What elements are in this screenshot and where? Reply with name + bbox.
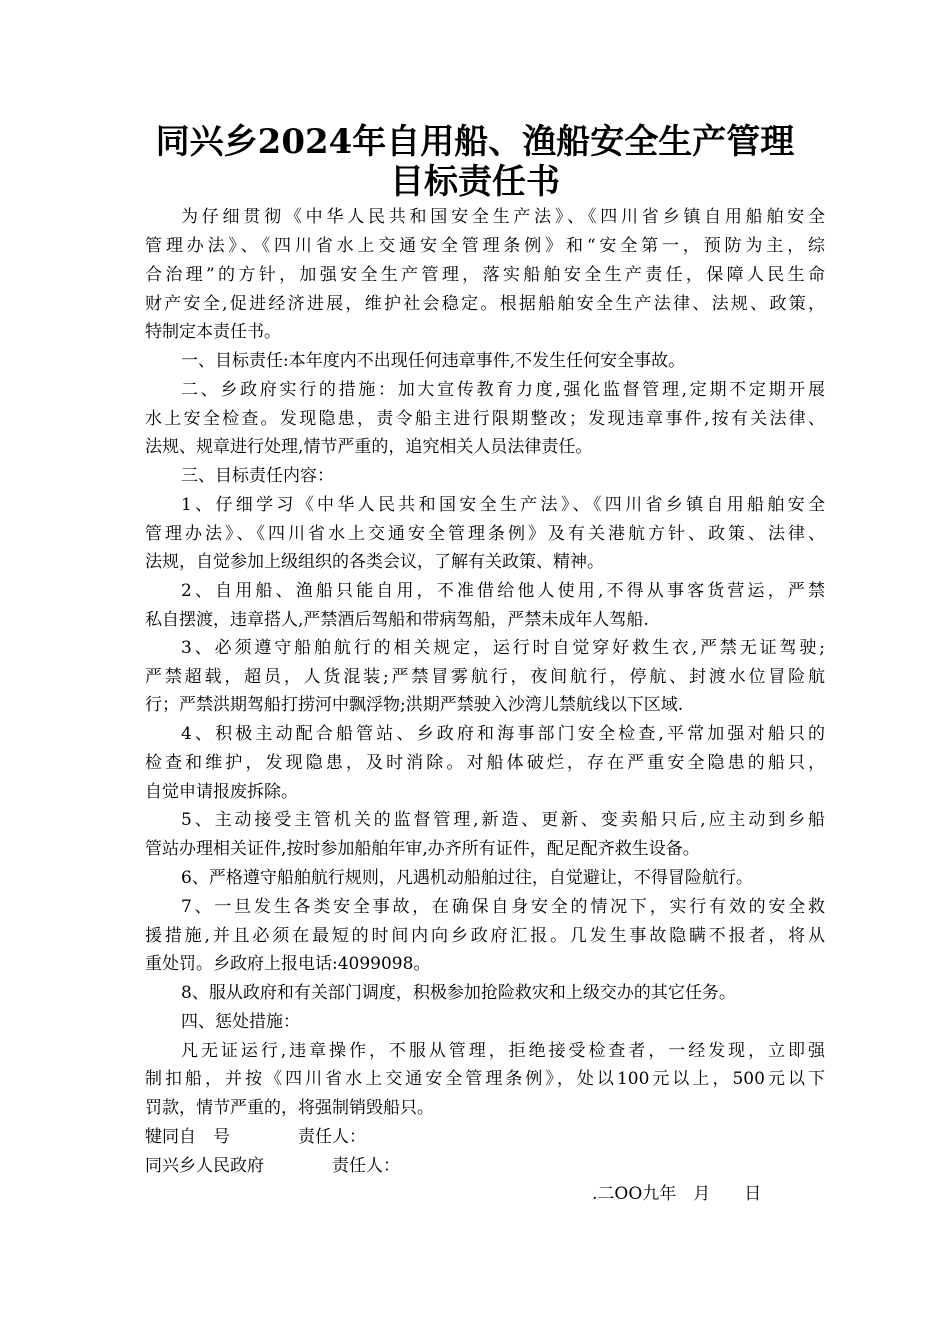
list-item-line: 7、一旦发生各类安全事故，在确保自身安全的情况下，实行有效的安全救 [181,897,825,917]
body-line: 水上安全检查。发现隐患，责令船主进行限期整改；发现违章事件,按有关法律、 [145,409,825,429]
list-item-line: 1、仔细学习《中华人民共和国安全生产法》、《四川省乡镇自用船舶安全 [181,495,825,515]
list-item-line: 援措施,并且必须在最短的时间内向乡政府汇报。几发生事故隐瞒不报者，将从 [145,926,825,946]
list-item-line: 行；严禁洪期驾船打捞河中飘浮物;洪期严禁驶入沙湾儿禁航线以下区域. [145,695,684,715]
body-line: 财产安全,促进经济进展，维护社会稳定。根据船舶安全生产法律、法规、政策， [145,294,825,314]
signature-line: 同兴乡人民政府 责任人： [145,1156,400,1176]
body-line: 二、乡政府实行的措施：加大宣传教育力度,强化监督管理,定期不定期开展 [181,380,825,400]
list-item-line: 8、服从政府和有关部门调度，积极参加抢险救灾和上级交办的其它任务。 [181,983,736,1003]
body-line: 管理办法》、《四川省水上交通安全管理条例》和“安全第一，预防为主，综 [145,236,825,256]
list-item-line: 重处罚。乡政府上报电话:4099098。 [145,954,431,974]
list-item-line: 2、自用船、渔船只能自用，不准借给他人使用,不得从事客货营运，严禁 [181,581,825,601]
body-line: 罚款，情节严重的，将强制销毁船只。 [145,1098,434,1118]
list-item-line: 检查和维护，发现隐患，及时消除。对船体破烂，存在严重安全隐患的船只， [145,753,825,773]
list-item-line: 6、严格遵守船舶航行规则，凡遇机动船舶过往，自觉避让，不得冒险航行。 [181,868,753,888]
date-line: .二OO九年 月 日 [592,1184,762,1204]
document-title-line-2: 目标责任书 [390,162,560,202]
section-heading: 四、惩处措施： [181,1012,300,1032]
list-item-line: 3、必须遵守船舶航行的相关规定，运行时自觉穿好救生衣,严禁无证驾驶; [181,638,825,658]
signature-line: 犍同自 号 责任人： [145,1127,366,1147]
list-item-line: 私自摆渡，违章搭人,严禁酒后驾船和带病驾船，严禁未成年人驾船. [145,610,649,630]
list-item-line: 4、积极主动配合船管站、乡政府和海事部门安全检查,平常加强对船只的 [181,724,825,744]
list-item-line: 严禁超载，超员，人货混装;严禁冒雾航行，夜间航行，停航、封渡水位冒险航 [145,667,825,687]
body-line: 凡无证运行,违章操作，不服从管理，拒绝接受检查者，一经发现，立即强 [181,1041,825,1061]
document-title-line-1: 同兴乡2024年自用船、渔船安全生产管理 [155,122,795,162]
list-item-line: 管站办理相关证件,按时参加船舶年审,办齐所有证件，配足配齐救生设备。 [145,839,700,859]
list-item-line: 法规，自觉参加上级组织的各类会议，了解有关政策、精神。 [145,552,604,572]
list-item-line: 管理办法》、《四川省水上交通安全管理条例》及有关港航方针、政策、法律、 [145,524,825,544]
body-line: 特制定本责任书。 [145,322,281,342]
body-line: 为仔细贯彻《中华人民共和国安全生产法》、《四川省乡镇自用船舶安全 [181,207,825,227]
list-item-line: 5、主动接受主管机关的监督管理,新造、更新、变卖船只后,应主动到乡船 [181,810,825,830]
section-heading: 三、目标责任内容： [181,466,334,486]
section-heading: 一、目标责任:本年度内不出现任何违章事件,不发生任何安全事故。 [181,351,686,371]
body-line: 制扣船，并按《四川省水上交通安全管理条例》，处以100元以上，500元以下 [145,1069,825,1089]
body-line: 合治理”的方针，加强安全生产管理，落实船舶安全生产责任，保障人民生命 [145,265,825,285]
body-line: 法规、规章进行处理,情节严重的，追究相关人员法律责任。 [145,437,593,457]
list-item-line: 自觉申请报废拆除。 [145,782,298,802]
